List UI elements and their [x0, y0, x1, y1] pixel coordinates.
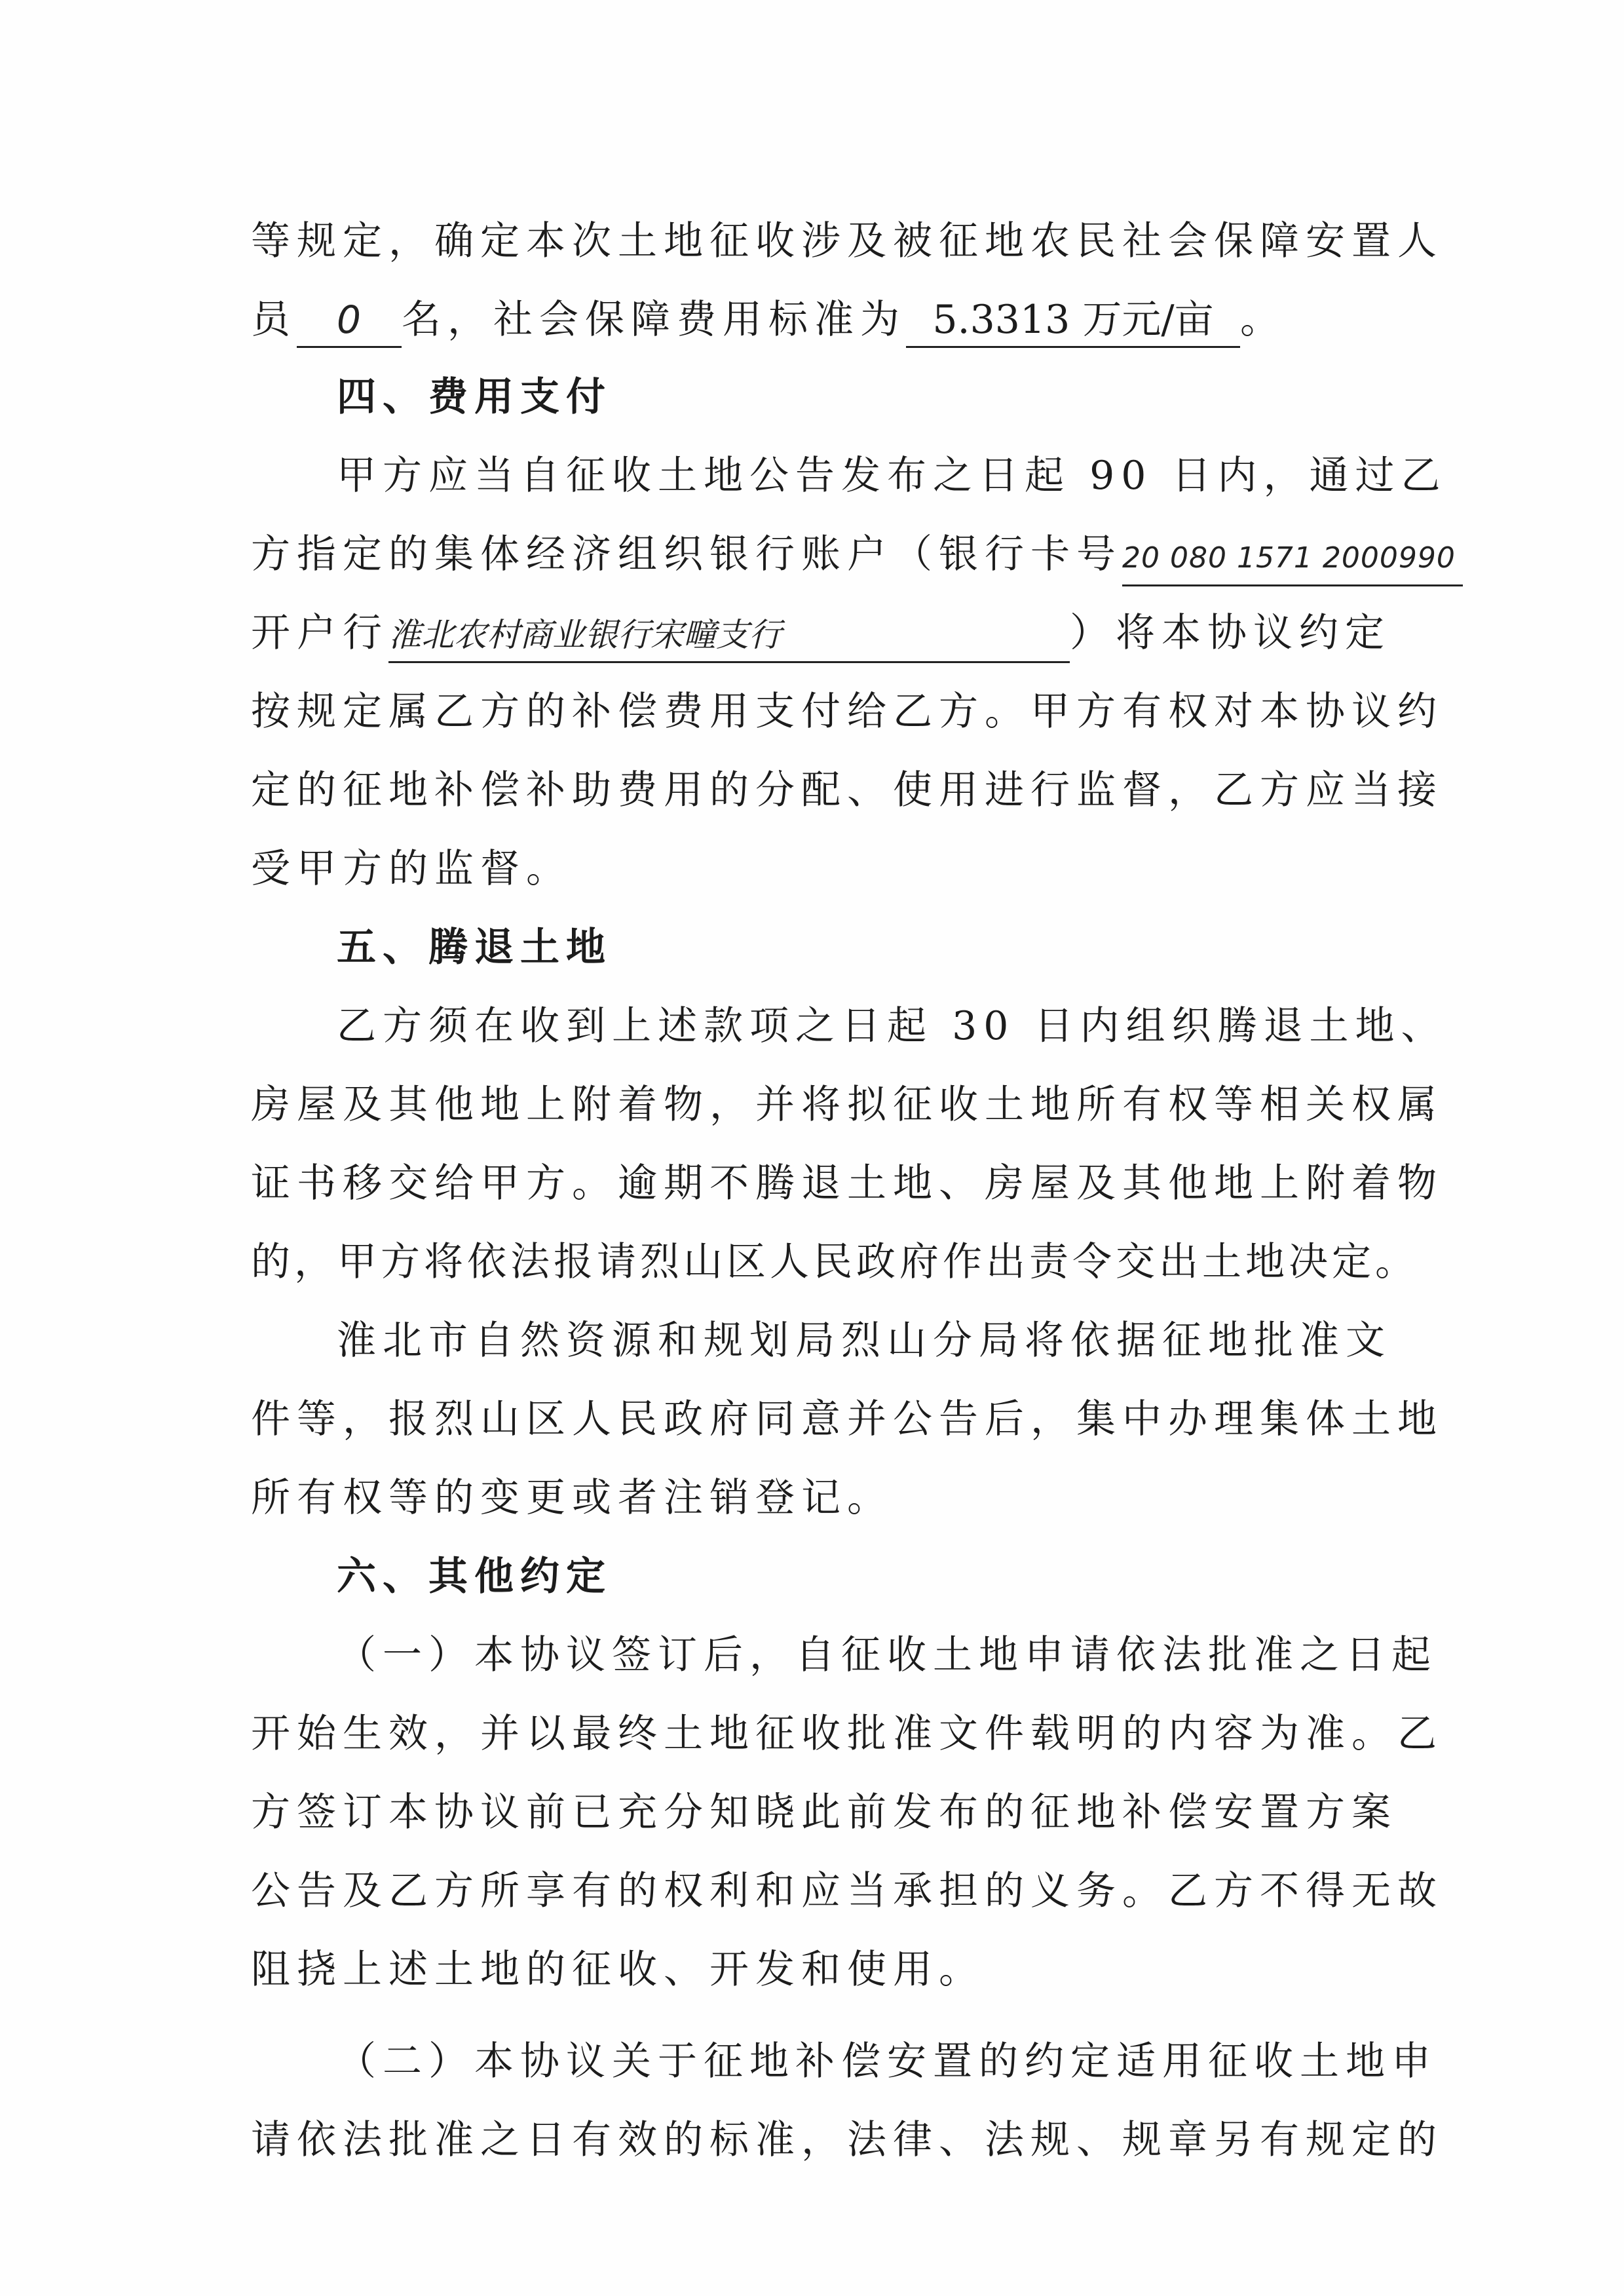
paragraph-line: 件等，报烈山区人民政府同意并公告后，集中办理集体土地 — [251, 1396, 1443, 1442]
text-segment: ）将本协议约定 — [1070, 610, 1391, 656]
paragraph-line: 淮北市自然资源和规划局烈山分局将依据征地批准文 — [337, 1318, 1391, 1364]
paragraph-line: 甲方应当自征收土地公告发布之日起 90 日内，通过乙 — [337, 453, 1447, 499]
bank-branch-blank — [388, 607, 1070, 663]
paragraph-line: 定的征地补偿补助费用的分配、使用进行监督，乙方应当接 — [251, 767, 1443, 813]
paragraph-line: 受甲方的监督。 — [251, 846, 572, 892]
handwritten-people-count: 0 — [337, 297, 362, 342]
text-segment: 名，社会保障费用标准为 — [402, 297, 906, 343]
paragraph-line: 等规定，确定本次土地征收涉及被征地农民社会保障安置人 — [251, 218, 1443, 264]
paragraph-line — [251, 287, 1286, 353]
handwritten-bank-card-number: 20 080 1571 2000990 — [1122, 541, 1456, 575]
social-security-standard-blank — [906, 294, 1240, 348]
bank-card-blank — [1122, 528, 1463, 586]
paragraph-line: 按规定属乙方的补偿费用支付给乙方。甲方有权对本协议约 — [251, 689, 1443, 735]
text-segment: 开户行 — [251, 610, 388, 656]
paragraph-line — [251, 600, 1391, 666]
paragraph-line: 开始生效，并以最终土地征收批准文件载明的内容为准。乙 — [251, 1711, 1443, 1757]
section-heading: 四、费用支付 — [337, 374, 612, 420]
text-segment: 。 — [1240, 297, 1286, 343]
section-heading: 五、腾退土地 — [337, 925, 612, 970]
paragraph-line: 方签订本协议前已充分知晓此前发布的征地补偿安置方案 — [251, 1789, 1397, 1835]
paragraph-line: 乙方须在收到上述款项之日起 30 日内组织腾退土地、 — [337, 1003, 1447, 1049]
section-heading: 六、其他约定 — [337, 1554, 612, 1599]
paragraph-line: （一）本协议签订后，自征收土地申请依法批准之日起 — [337, 1632, 1437, 1678]
handwritten-bank-branch: 淮北农村商业银行宋疃支行 — [388, 616, 782, 654]
people-count-blank — [297, 294, 402, 348]
paragraph-line: 请依法批准之日有效的标准，法律、法规、规章另有规定的 — [251, 2117, 1443, 2163]
social-security-standard-value: 5.3313 万元/亩 — [932, 297, 1214, 343]
paragraph-line: 所有权等的变更或者注销登记。 — [251, 1475, 893, 1521]
paragraph-line: 公告及乙方所享有的权利和应当承担的义务。乙方不得无故 — [251, 1868, 1443, 1914]
paragraph-line: 证书移交给甲方。逾期不腾退土地、房屋及其他地上附着物 — [251, 1160, 1443, 1206]
text-segment: 员 — [251, 297, 297, 343]
paragraph-line — [251, 522, 1463, 587]
paragraph-line: （二）本协议关于征地补偿安置的约定适用征收土地申 — [337, 2038, 1437, 2084]
paragraph-line: 房屋及其他地上附着物，并将拟征收土地所有权等相关权属 — [251, 1082, 1443, 1128]
text-segment: 方指定的集体经济组织银行账户（银行卡号 — [251, 531, 1122, 577]
paragraph-line: 阻挠上述土地的征收、开发和使用。 — [251, 1947, 985, 1993]
paragraph-line: 的，甲方将依法报请烈山区人民政府作出责令交出土地决定。 — [251, 1239, 1418, 1285]
